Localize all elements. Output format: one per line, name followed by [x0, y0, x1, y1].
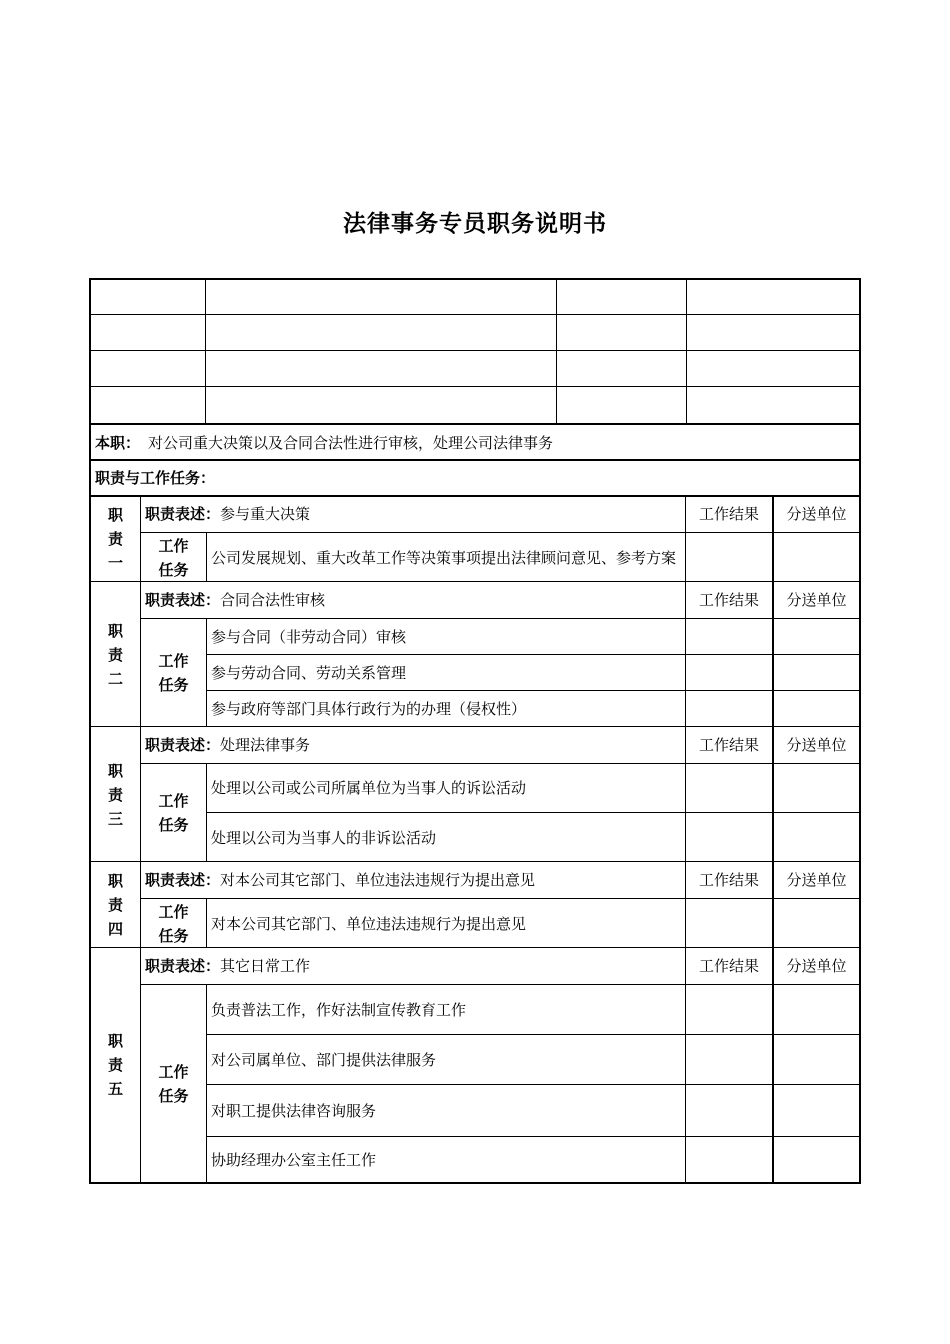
result-header: 工作结果: [698, 591, 759, 609]
task-label-char: 任务: [158, 560, 189, 579]
task-item: 对职工提供法律咨询服务: [211, 1101, 377, 1120]
duty-name-char: 责: [107, 645, 123, 664]
info-value: [206, 351, 556, 386]
info-value: [206, 279, 556, 314]
duty-description-label: 职责表述：: [145, 591, 221, 609]
duty-description-text: 合同合法性审核: [220, 591, 326, 609]
duty-name-char: 责: [107, 896, 123, 914]
duty-name-char: 职: [107, 621, 123, 640]
info-value: [687, 387, 859, 423]
duty-name-char: 职: [107, 872, 123, 890]
task-item: 参与政府等部门具体行政行为的办理（侵权性）: [211, 700, 527, 718]
duty-name-char: 责: [107, 1056, 123, 1074]
task-item: 对本公司其它部门、单位违法违规行为提出意见: [211, 914, 527, 933]
result-header: 工作结果: [698, 957, 759, 975]
info-label: [91, 387, 205, 423]
info-value: [687, 315, 859, 350]
task-item: 协助经理办公室主任工作: [211, 1150, 377, 1169]
task-item: 负责普法工作，作好法制宣传教育工作: [211, 1000, 467, 1019]
section-heading: 职责与工作任务：: [95, 469, 216, 487]
dispatch-header: 分送单位: [786, 957, 847, 975]
task-item: 参与合同（非劳动合同）审核: [211, 627, 407, 646]
dispatch-header: 分送单位: [786, 736, 847, 754]
info-label: [557, 387, 686, 423]
table-border-bottom: [89, 1182, 861, 1184]
duty-description-label: 职责表述：: [145, 736, 221, 754]
task-label-char: 工作: [158, 536, 189, 555]
duty-name-char: 职: [107, 761, 123, 780]
duty-name-char: 责: [107, 530, 123, 548]
duty-name-char: 三: [107, 809, 123, 828]
duty-name-char: 责: [107, 785, 123, 804]
info-label: [557, 351, 686, 386]
task-item: 处理以公司或公司所属单位为当事人的诉讼活动: [211, 779, 527, 797]
duty-description: [141, 727, 685, 763]
task-label-char: 工作: [158, 902, 189, 921]
task-label-char: 任务: [158, 926, 189, 945]
duty-summary-label: 本职：: [95, 433, 141, 452]
duty-description: [141, 582, 685, 618]
task-label: [141, 899, 206, 948]
task-item: 公司发展规划、重大改革工作等决策事项提出法律顾问意见、参考方案: [211, 548, 677, 567]
duty-description-text: 处理法律事务: [220, 736, 311, 754]
duty-name-char: 二: [107, 669, 123, 688]
duty-name: [91, 582, 140, 727]
duty-name-char: 四: [107, 920, 123, 938]
dispatch-header: 分送单位: [786, 505, 847, 523]
task-item: 参与劳动合同、劳动关系管理: [211, 663, 407, 682]
duty-description-text: 对本公司其它部门、单位违法违规行为提出意见: [220, 871, 536, 889]
table-border-right: [859, 278, 861, 1184]
duty-description-label: 职责表述：: [145, 505, 221, 523]
info-value: [687, 351, 859, 386]
job-description-table: [89, 278, 861, 1184]
duty-name-char: 一: [107, 554, 123, 572]
task-item: 处理以公司为当事人的非诉讼活动: [211, 828, 437, 847]
task-label: [141, 619, 206, 727]
result-header: 工作结果: [698, 736, 759, 754]
duty-name: [91, 496, 140, 582]
duty-name-char: 职: [107, 506, 123, 524]
dispatch-header: 分送单位: [786, 591, 847, 609]
task-label-char: 任务: [158, 1086, 189, 1105]
duty-name: [91, 948, 140, 1182]
duty-summary: [91, 425, 859, 460]
info-label: [557, 279, 686, 314]
task-label: [141, 985, 206, 1182]
info-label: [91, 351, 205, 386]
dispatch-header: 分送单位: [786, 871, 847, 889]
task-item: 对公司属单位、部门提供法律服务: [211, 1050, 437, 1069]
info-label: [91, 279, 205, 314]
task-label: [141, 533, 206, 582]
duty-description-text: 参与重大决策: [220, 505, 311, 523]
duty-description-label: 职责表述：: [145, 957, 221, 975]
result-header: 工作结果: [698, 505, 759, 523]
duty-description: [141, 948, 685, 984]
duty-name-char: 五: [107, 1080, 123, 1098]
task-label-char: 工作: [158, 1062, 189, 1081]
info-value: [687, 279, 859, 314]
task-label: [141, 764, 206, 862]
task-label-char: 工作: [158, 652, 189, 670]
info-label: [91, 315, 205, 350]
duty-description: [141, 862, 685, 898]
duty-description: [141, 496, 685, 532]
info-label: [557, 315, 686, 350]
duty-description-label: 职责表述：: [145, 871, 221, 889]
duty-name: [91, 862, 140, 948]
page-title: 法律事务专员职务说明书: [343, 211, 607, 237]
result-header: 工作结果: [698, 871, 759, 889]
duty-description-text: 其它日常工作: [220, 957, 311, 975]
info-value: [206, 315, 556, 350]
task-label-char: 任务: [158, 816, 189, 834]
duty-summary-text: 对公司重大决策以及合同合法性进行审核，处理公司法律事务: [148, 433, 554, 452]
task-label-char: 工作: [158, 792, 189, 810]
duty-name: [91, 727, 140, 862]
task-label-char: 任务: [158, 676, 189, 694]
info-value: [206, 387, 556, 423]
duty-name-char: 职: [107, 1032, 123, 1050]
